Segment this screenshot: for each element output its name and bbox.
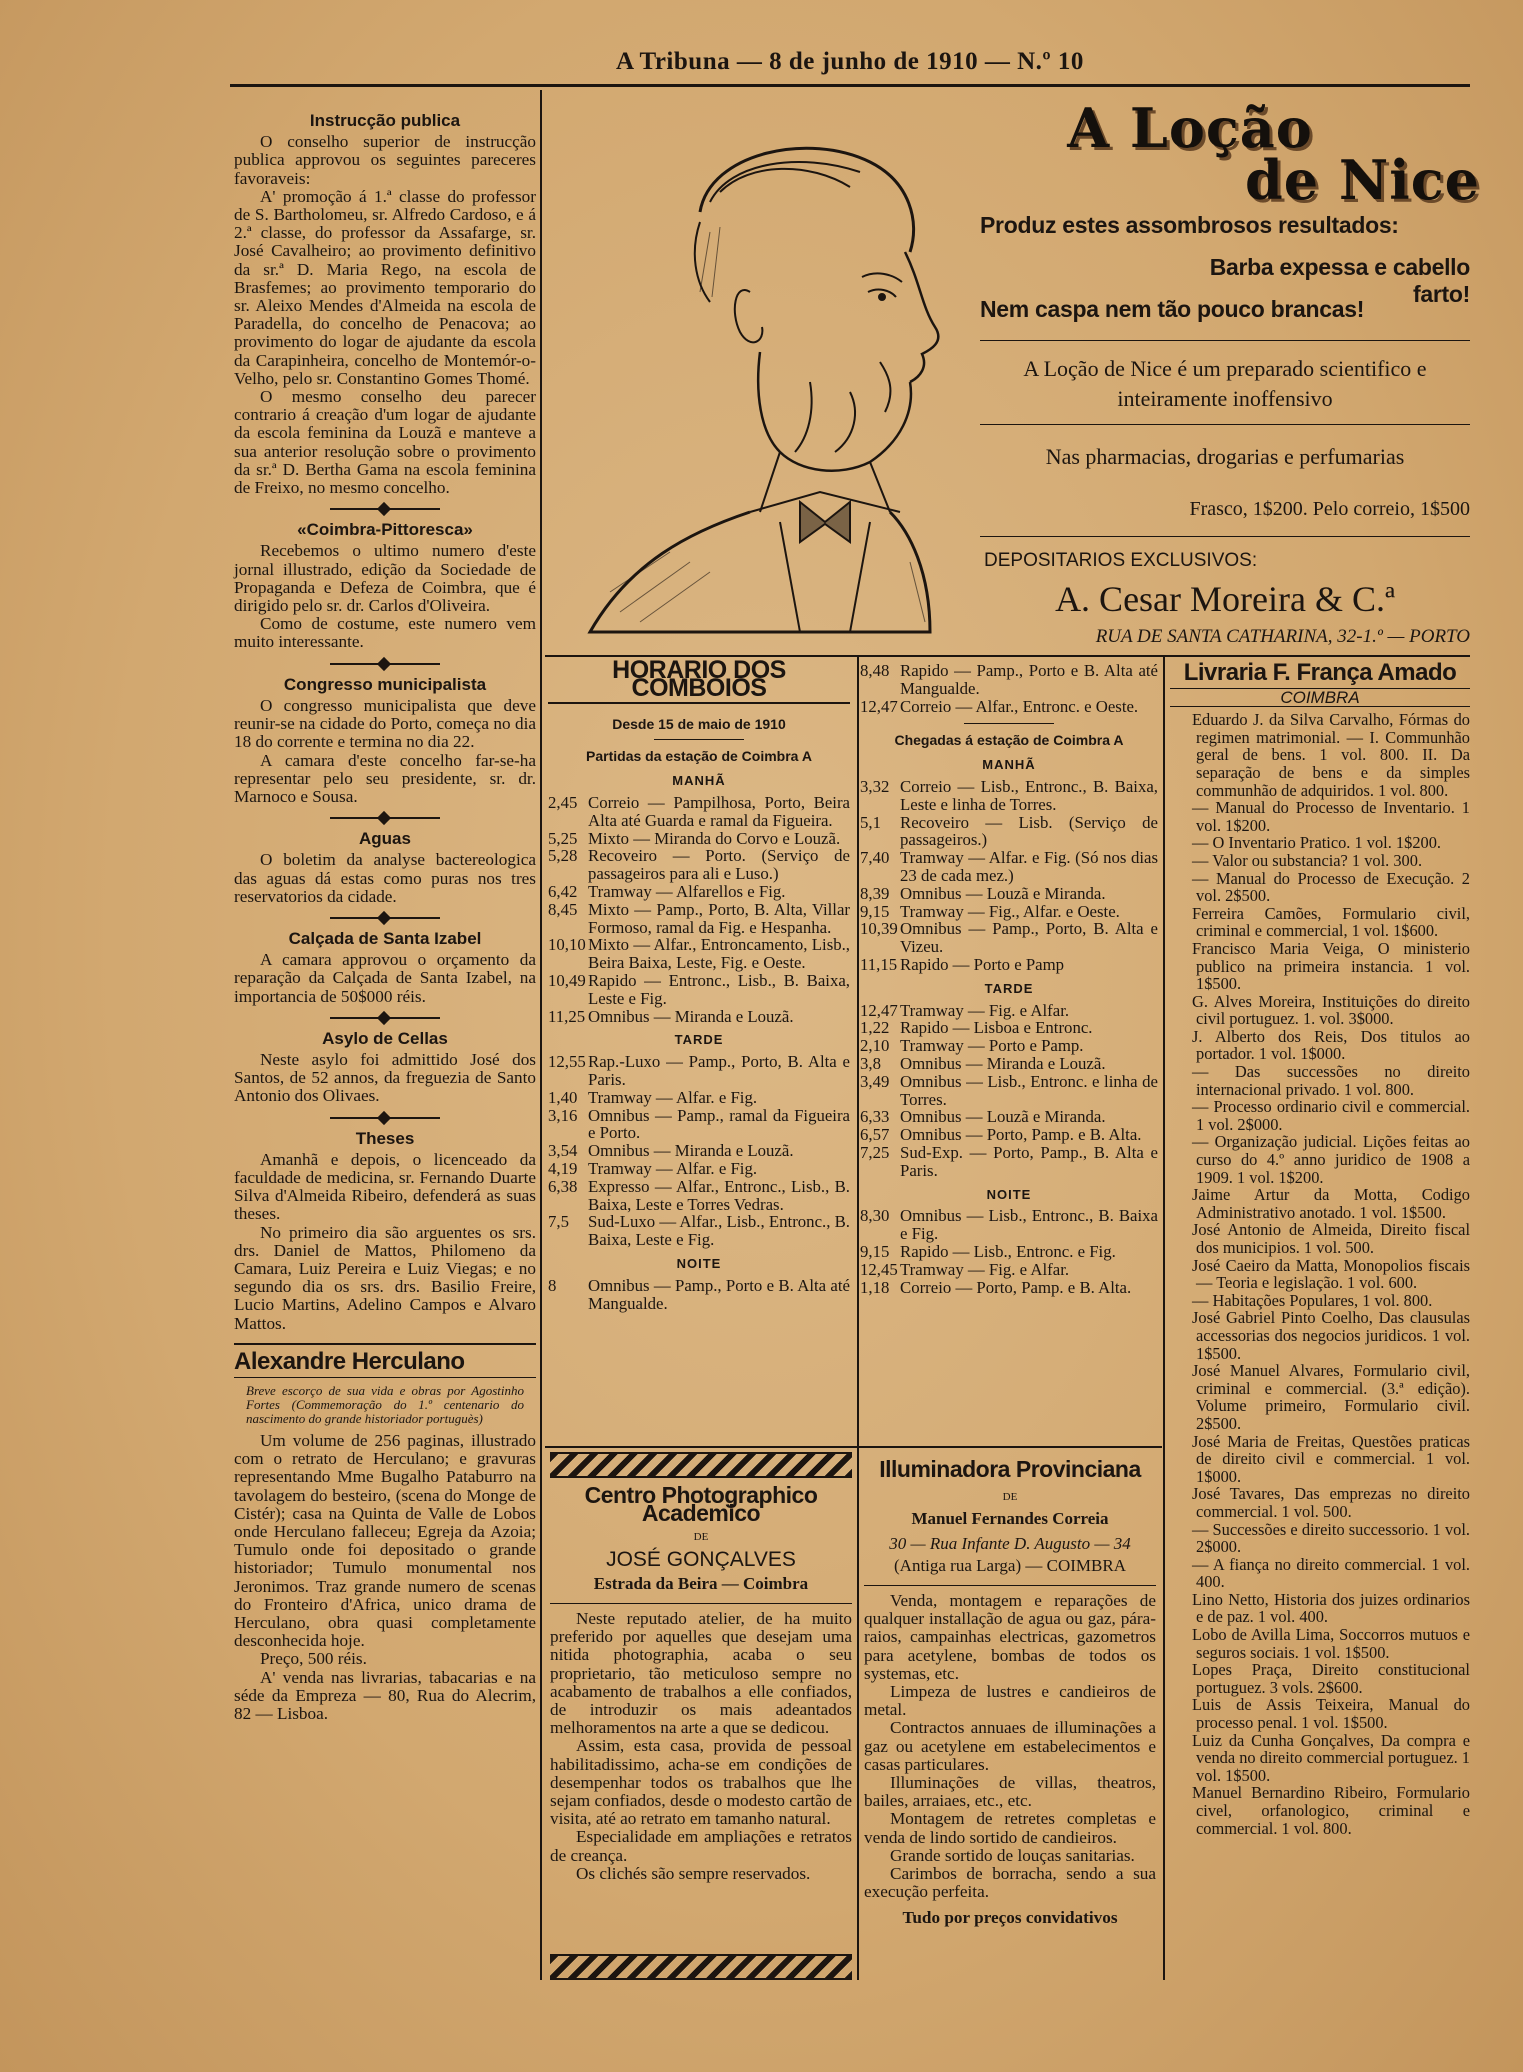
- train-description: Tramway — Alfarellos e Fig.: [588, 881, 786, 901]
- train-description: Recoveiro — Porto. (Serviço de passageiros para ali e Luso.): [588, 846, 850, 884]
- train-time: 10,49: [548, 970, 586, 990]
- paragraph: Amanhã e depois, o licenceado da faculdade de medicina, sr. Fernando Duarte Silva d'Almeida Ribeiro, defenderá as suas theses.: [234, 1149, 536, 1224]
- train-time: 10,39: [860, 919, 898, 939]
- train-description: Rapido — Porto e Pamp: [900, 954, 1065, 974]
- train-description: Tramway — Porto e Pamp.: [900, 1036, 1084, 1056]
- period-label: NOITE: [676, 1255, 722, 1271]
- train-description: Tramway — Alfar. e Fig. (Só nos dias 23 de cada mez.): [900, 848, 1158, 885]
- paragraph: Carimbos de borracha, sendo a sua execução perfeita.: [864, 1864, 1156, 1902]
- train-time: 1,18: [860, 1277, 890, 1297]
- paragraph: O conselho superior de instrucção publica approvou os seguintes pareceres favoraveis:: [234, 132, 536, 188]
- paragraph: Recebemos o ultimo numero d'este jornal illustrado, edição da Sociedade de Propaganda e Defeza de Coimbra, que é dirigido pelo sr. dr. Carlos d'Oliveira.: [234, 541, 536, 616]
- timetable-subtitle: Partidas da estação de Coimbra A: [586, 748, 812, 765]
- period-label: TARDE: [674, 1032, 724, 1048]
- train-description: Tramway — Fig. e Alfar.: [900, 1259, 1070, 1279]
- ad-title: de Nice: [1244, 148, 1480, 212]
- train-description: Omnibus — Miranda e Louzã.: [900, 1053, 1106, 1073]
- ad-text: Barba expessa e cabello farto!: [1209, 254, 1470, 307]
- section-title: Asylo de Cellas: [322, 1028, 448, 1048]
- book-entry: — A fiança no direito commercial. 1 vol. 400.: [1192, 1554, 1470, 1592]
- timetable-row: [548, 1213, 850, 1249]
- train-description: Omnibus — Lisb., Entronc. e linha de Torres.: [900, 1071, 1158, 1109]
- page-header: A Tribuna — 8 de junho de 1910 — N.º 10: [616, 48, 1084, 75]
- ad-text: A Loção de Nice é um preparado scientifico e: [1023, 356, 1427, 381]
- timetable-row: [548, 830, 850, 848]
- train-description: Tramway — Alfar. e Fig.: [588, 1158, 758, 1178]
- book-entry: — Manual do Processo de Inventario. 1 vol. 1$200.: [1192, 798, 1470, 835]
- book-entry: José Antonio de Almeida, Direito fiscal dos municipios. 1 vol. 500.: [1192, 1220, 1470, 1257]
- ad-text: DEPOSITARIOS EXCLUSIVOS:: [984, 550, 1258, 571]
- book-entry: José Gabriel Pinto Coelho, Das clausulas accessorias dos negocios juridicos. 1 vol. 1$500.: [1192, 1308, 1470, 1363]
- train-time: 1,22: [860, 1018, 890, 1038]
- ad-title: Livraria F. França Amado: [1183, 659, 1457, 686]
- train-description: Omnibus — Pamp., Porto e B. Alta até Mangualde.: [588, 1275, 850, 1313]
- section-rule: [234, 1343, 536, 1345]
- portrait-illustration: [550, 92, 970, 652]
- train-description: Correio — Porto, Pamp. e B. Alta.: [900, 1277, 1132, 1297]
- train-time: 12,55: [548, 1052, 586, 1072]
- divider: [964, 723, 1054, 724]
- paragraph: Os clichés são sempre reservados.: [576, 1863, 811, 1883]
- timetable-row: [548, 794, 850, 830]
- ad-city: COIMBRA: [1170, 688, 1470, 708]
- ad-de: DE: [1002, 1491, 1018, 1504]
- paragraph: A' promoção á 1.ª classe do professor de S. Bartholomeu, sr. Alfredo Cardoso, e á 2.ª classe, do professor da Assafarge, sr. José Cavalheiro; ao provimento definitivo da sr.ª D. Maria Rego, na escola de Brasfemes; ao provimento temporario do sr. Aleixo Mendes d'Almeida na escola de Paradella, do concelho de Penacova; ao provimento do logar de ajudante da escola da Carapinheira, concelho de Montemór-o-Velho, pelo sr. Constantino Gomes Thomé.: [234, 186, 536, 388]
- timetable-row: [548, 1178, 850, 1214]
- train-description: Tramway — Alfar. e Fig.: [588, 1087, 758, 1107]
- train-description: Correio — Pampilhosa, Porto, Beira Alta até Guarda e ramal da Figueira.: [588, 792, 850, 830]
- timetable-row: [548, 1089, 850, 1107]
- train-time: 5,28: [548, 846, 578, 866]
- train-description: Expresso — Alfar., Entronc., Lisb., B. Baixa, Leste e Torres Vedras.: [588, 1176, 850, 1214]
- ad-title: Illuminadora Provinciana: [879, 1456, 1141, 1482]
- book-list: [1170, 711, 1470, 1837]
- ad-name: Manuel Fernandes Correia: [911, 1509, 1109, 1529]
- section-rule: [545, 1446, 1162, 1448]
- train-time: 8,39: [860, 883, 890, 903]
- book-entry: — Manual do Processo de Execução. 2 vol. 2$500.: [1192, 868, 1470, 906]
- timetable-title: HORARIO DOS COMBOIOS: [548, 662, 850, 704]
- train-description: Omnibus — Porto, Pamp. e B. Alta.: [900, 1125, 1142, 1145]
- book-entry: G. Alves Moreira, Instituições do direito civil portuguez. 1. vol. 3$000.: [1192, 991, 1470, 1029]
- book-entry: Luiz da Cunha Gonçalves, Da compra e venda no direito commercial portuguez. 1 vol. 1$500.: [1192, 1730, 1470, 1785]
- timetable-list: [860, 662, 1158, 715]
- paragraph: O congresso municipalista que deve reunir-se na cidade do Porto, começa no dia 18 do corrente e termina no dia 22.: [234, 695, 536, 752]
- train-time: 6,42: [548, 881, 578, 901]
- book-entry: Lobo de Avilla Lima, Soccorros mutuos e seguros sociais. 1 vol. 1$500.: [1192, 1625, 1470, 1662]
- timetable-row: [860, 885, 1158, 903]
- timetable-date: Desde 15 de maio de 1910: [612, 715, 786, 732]
- decorative-border: [550, 1452, 852, 1478]
- column-rule: [857, 655, 859, 1980]
- ad-text: Frasco, 1$200. Pelo correio, 1$500: [1189, 498, 1470, 520]
- ad-title: Centro Photographico Academico: [584, 1482, 818, 1527]
- section-rule: [234, 1377, 536, 1378]
- paragraph: O mesmo conselho deu parecer contrario á creação d'um logar de ajudante da escola feminina da Louzã e manteve a sua anterior resolução sobre o provimento da sr.ª D. Bertha Gama na escola feminina de Freixo, no mesmo concelho.: [234, 387, 536, 498]
- timetable-row: [860, 1002, 1158, 1020]
- train-time: 2,10: [860, 1036, 890, 1056]
- paragraph: A camara d'este concelho far-se-ha representar pelo seu presidente, sr. dr. Marnoco e Sousa.: [234, 750, 536, 806]
- book-entry: — Organização judicial. Lições feitas ao curso do 4.º anno juridico de 1908 a 1909. 1 vol. 1$200.: [1192, 1132, 1470, 1187]
- timetable-list: [548, 1277, 850, 1313]
- timetable-row: [860, 1144, 1158, 1180]
- train-time: 3,49: [860, 1071, 890, 1091]
- timetable-row: [860, 1037, 1158, 1055]
- book-entry: Francisco Maria Veiga, O ministerio publico na primeira instancia. 1 vol. 1$500.: [1192, 938, 1470, 994]
- section-title: Calçada de Santa Izabel: [288, 928, 482, 948]
- paragraph: Especialidade em ampliações e retratos de creança.: [550, 1827, 852, 1865]
- timetable-row: [548, 972, 850, 1008]
- timetable-row: [860, 1019, 1158, 1037]
- train-time: 5,1: [860, 812, 881, 832]
- ad-address: Estrada da Beira — Coimbra: [593, 1573, 809, 1593]
- ad-address: (Antiga rua Larga) — COIMBRA: [894, 1555, 1126, 1575]
- train-time: 10,10: [548, 935, 586, 955]
- timetable-row: [860, 1261, 1158, 1279]
- paragraph: Illuminações de villas, theatros, bailes, arraiaes, etc., etc.: [864, 1773, 1156, 1811]
- train-time: 6,38: [548, 1176, 578, 1196]
- train-description: Omnibus — Pamp., ramal da Figueira e Porto.: [588, 1105, 850, 1143]
- train-time: 7,5: [548, 1212, 569, 1232]
- train-time: 12,47: [860, 1000, 898, 1020]
- train-description: Correio — Alfar., Entronc. e Oeste.: [900, 696, 1139, 716]
- paragraph: Neste reputado atelier, de ha muito preferido por aquelles que desejam uma nitida photographia, acaba o seu proprietario, tão meticuloso sempre no acabamento de trabalhos a elle confiados, de introduzir os mais adeantados melhoramentos na arte a que se dedicou.: [550, 1609, 852, 1738]
- ad-name: JOSÉ GONÇALVES: [606, 1547, 796, 1571]
- train-time: 5,25: [548, 828, 578, 848]
- timetable-row: [860, 814, 1158, 850]
- ad-company: A. Cesar Moreira & C.ª: [1055, 579, 1395, 619]
- paragraph: Como de costume, este numero vem muito interessante.: [234, 614, 536, 652]
- train-time: 3,8: [860, 1053, 881, 1073]
- ad-rule: [980, 340, 1470, 341]
- train-time: 11,25: [548, 1006, 586, 1026]
- train-time: 8: [548, 1275, 557, 1295]
- ad-text: Produz estes assombrosos resultados:: [980, 212, 1399, 238]
- train-time: 11,15: [860, 954, 898, 974]
- train-description: Tramway — Fig., Alfar. e Oeste.: [900, 901, 1120, 921]
- train-description: Correio — Lisb., Entronc., B. Baixa, Leste e linha de Torres.: [900, 776, 1158, 814]
- book-entry: — O Inventario Pratico. 1 vol. 1$200.: [1192, 833, 1442, 853]
- train-description: Rapido — Lisb., Entronc. e Fig.: [900, 1241, 1116, 1261]
- ad-address: RUA DE SANTA CATHARINA, 32-1.º — PORTO: [1095, 626, 1470, 647]
- ad-rule: [980, 536, 1470, 537]
- train-time: 9,15: [860, 901, 890, 921]
- train-time: 8,30: [860, 1206, 890, 1226]
- train-time: 3,32: [860, 776, 890, 796]
- period-label: MANHÃ: [982, 757, 1036, 773]
- photo-ad: [550, 1482, 852, 1883]
- train-time: 8,48: [860, 661, 890, 680]
- timetable-row: [548, 901, 850, 937]
- section-title: Alexandre Herculano: [234, 1347, 465, 1375]
- book-entry: José Manuel Alvares, Formulario civil, criminal e commercial. (3.ª edição). Volume primeiro, Formulario civil. 2$500.: [1192, 1361, 1470, 1433]
- train-description: Recoveiro — Lisb. (Serviço de passageiros.): [900, 812, 1158, 850]
- timetable-list: [860, 778, 1158, 974]
- train-description: Omnibus — Lisb., Entronc., B. Baixa e Fig.: [900, 1206, 1158, 1244]
- book-entry: — Processo ordinario civil e commercial. 1 vol. 2$000.: [1192, 1097, 1470, 1134]
- timetable-row: [860, 920, 1158, 956]
- decorative-border: [550, 1954, 852, 1980]
- ornament-divider: [330, 1012, 440, 1024]
- train-description: Tramway — Fig. e Alfar.: [900, 1000, 1070, 1020]
- train-description: Mixto — Pamp., Porto, B. Alta, Villar Formoso, ramal da Fig. e Hespanha.: [588, 899, 850, 937]
- ornament-divider: [330, 812, 440, 824]
- train-time: 1,40: [548, 1087, 578, 1107]
- timetable-row: [548, 1008, 850, 1026]
- paragraph: Limpeza de lustres e candieiros de metal.: [864, 1682, 1156, 1720]
- column-rule: [1163, 655, 1165, 1980]
- paragraph: A' venda nas livrarias, tabacarias e na séde da Empreza — 80, Rua do Alecrim, 82 — Lisboa.: [234, 1667, 536, 1724]
- subtitle: Breve escorço de sua vida e obras por Agostinho Fortes (Commemoração do 1.º centenario do nascimento do grande historiador portuguès): [246, 1382, 524, 1426]
- header-rule: [230, 84, 1470, 87]
- paragraph: Preço, 500 réis.: [260, 1649, 367, 1669]
- timetable-row: [860, 1073, 1158, 1109]
- book-entry: — Das successões no direito internacional privado. 1 vol. 800.: [1192, 1062, 1470, 1099]
- book-entry: Manuel Bernardino Ribeiro, Formulario civel, orfanologico, criminal e commercial. 1 vol. 800.: [1192, 1783, 1470, 1838]
- ornament-divider: [330, 1112, 440, 1124]
- illum-ad: [864, 1456, 1156, 1928]
- timetable-row: [548, 883, 850, 901]
- train-time: 12,47: [860, 696, 898, 716]
- timetable-row: [860, 1108, 1158, 1126]
- book-entry: J. Alberto dos Reis, Dos titulos ao portador. 1 vol. 1$000.: [1192, 1026, 1470, 1064]
- ad-slogan: Tudo por preços convidativos: [902, 1908, 1118, 1928]
- book-entry: José Maria de Freitas, Questões praticas de direito civil e commercial. 1 vol. 1$000.: [1192, 1431, 1470, 1486]
- train-description: Rapido — Entronc., Lisb., B. Baixa, Leste e Fig.: [588, 970, 850, 1008]
- train-time: 12,45: [860, 1259, 898, 1279]
- section-title: Theses: [355, 1128, 415, 1148]
- timetable-list: [860, 1207, 1158, 1296]
- timetable-row: [860, 662, 1158, 698]
- paragraph: Montagem de retretes completas e venda de lindo sortido de candieiros.: [864, 1809, 1156, 1847]
- section-title: Instrucção publica: [309, 111, 461, 130]
- book-entry: Eduardo J. da Silva Carvalho, Fórmas do regimen matrimonial. — I. Communhão geral de bens. 1 vol. 800. II. Da separação de bens e da simples communhão de adquiridos. 1 vol. 800.: [1192, 710, 1470, 800]
- timetable-row: [860, 1126, 1158, 1144]
- section-title: «Coimbra-Pittoresca»: [297, 520, 473, 540]
- ad-rule: [980, 424, 1470, 425]
- train-description: Mixto — Miranda do Corvo e Louzã.: [588, 828, 841, 848]
- timetable-row: [860, 849, 1158, 885]
- train-description: Omnibus — Louzã e Miranda.: [900, 1107, 1106, 1127]
- ad-title: A Loção: [1067, 96, 1313, 160]
- train-time: 3,16: [548, 1105, 578, 1125]
- train-time: 9,15: [860, 1241, 890, 1261]
- book-entry: — Habitações Populares, 1 vol. 800.: [1192, 1290, 1433, 1310]
- ad-address: 30 — Rua Infante D. Augusto — 34: [889, 1533, 1131, 1553]
- paragraph: A camara approvou o orçamento da reparação da Calçada de Santa Izabel, na importancia de 50$000 réis.: [234, 950, 536, 1006]
- timetable-row: [548, 847, 850, 883]
- timetable-row: [860, 698, 1158, 716]
- book-entry: José Caeiro da Matta, Monopolios fiscais — Teoria e legislação. 1 vol. 600.: [1192, 1255, 1470, 1293]
- timetable-arrivals: [860, 662, 1158, 1296]
- train-description: Sud-Exp. — Porto, Pamp., B. Alta e Paris.: [900, 1142, 1158, 1180]
- timetable-row: [548, 1142, 850, 1160]
- period-label: NOITE: [986, 1186, 1032, 1202]
- column-rule: [540, 90, 542, 1980]
- paragraph: Contractos annuaes de illuminações a gaz ou acetylene em estabelecimentos e casas particulares.: [864, 1718, 1156, 1774]
- book-entry: Lino Netto, Historia dos juizes ordinarios e de paz. 1 vol. 400.: [1192, 1589, 1470, 1627]
- timetable-row: [548, 1107, 850, 1143]
- book-entry: Ferreira Camões, Formulario civil, criminal e commercial, 1 vol. 1$600.: [1192, 903, 1470, 941]
- ad-de: DE: [693, 1531, 709, 1544]
- book-entry: — Successões e direito successorio. 1 vol. 2$000.: [1192, 1519, 1470, 1557]
- book-entry: Jaime Artur da Motta, Codigo Administrativo anotado. 1 vol. 1$500.: [1192, 1185, 1470, 1222]
- section-title: Aguas: [359, 829, 411, 849]
- train-time: 6,57: [860, 1125, 890, 1145]
- ornament-divider: [330, 912, 440, 924]
- ad-text: Nas pharmacias, drogarias e perfumarias: [1045, 444, 1405, 469]
- divider: [550, 1603, 852, 1604]
- book-entry: Luis de Assis Teixeira, Manual do processo penal. 1 vol. 1$500.: [1192, 1695, 1470, 1733]
- section-title: Congresso municipalista: [283, 674, 487, 694]
- ad-text: inteiramente inoffensivo: [1117, 386, 1333, 411]
- book-entry: José Tavares, Das emprezas no direito commercial. 1 vol. 500.: [1192, 1484, 1470, 1521]
- train-time: 2,45: [548, 792, 578, 812]
- train-description: Omnibus — Miranda e Louzã.: [588, 1006, 794, 1026]
- train-time: 8,45: [548, 899, 578, 919]
- timetable-departures: [548, 656, 850, 1313]
- timetable-row: [548, 936, 850, 972]
- divider: [864, 1585, 1156, 1586]
- timetable-row: [860, 1207, 1158, 1243]
- train-description: Rapido — Pamp., Porto e B. Alta até Mangualde.: [900, 661, 1158, 698]
- timetable-row: [860, 778, 1158, 814]
- train-time: 6,33: [860, 1107, 890, 1127]
- train-description: Rapido — Lisboa e Entronc.: [900, 1018, 1093, 1038]
- paragraph: Venda, montagem e reparações de qualquer installação de agua ou gaz, pára-raios, campainhas electricas, gazometros para acetylene, bombas de todos os systemas, etc.: [864, 1591, 1156, 1683]
- train-description: Sud-Luxo — Alfar., Lisb., Entronc., B. Baixa, Leste e Fig.: [588, 1212, 850, 1250]
- book-entry: Lopes Praça, Direito constitucional portuguez. 3 vols. 2$600.: [1192, 1660, 1470, 1697]
- timetable-row: [860, 1279, 1158, 1297]
- timetable-list: [548, 1053, 850, 1249]
- period-label: TARDE: [984, 980, 1034, 996]
- livraria-ad: [1170, 659, 1470, 1838]
- period-label: MANHÃ: [672, 773, 726, 789]
- book-entry: — Valor ou substancia? 1 vol. 300.: [1192, 850, 1423, 870]
- ornament-divider: [330, 658, 440, 670]
- timetable-list: [860, 1002, 1158, 1180]
- paragraph: O boletim da analyse bactereologica das aguas dá estas como puras nos tres reservatorios da cidade.: [234, 850, 536, 906]
- train-description: Omnibus — Pamp., Porto, B. Alta e Vizeu.: [900, 919, 1158, 957]
- timetable-row: [860, 1055, 1158, 1073]
- timetable-row: [548, 1160, 850, 1178]
- train-description: Omnibus — Louzã e Miranda.: [900, 883, 1106, 903]
- paragraph: Um volume de 256 paginas, illustrado com o retrato de Herculano; e gravuras representando Mme Bugalho Pataburro na tavolagem do besteiro, (scena do Monge de Cistér); casa na Quinta de Valle de Lobos onde Herculano falleceu; Egreja da Azoia; Tumulo onde foi depositado o grande historiador; Tumulo monumental nos Jeronimos. Traz grande numero de scenas do Fronteiro d'Africa, unico drama de Herculano, obra quasi completamente desconhecida hoje.: [234, 1430, 536, 1651]
- paragraph: Grande sortido de louças sanitarias.: [890, 1845, 1135, 1865]
- ad-text: Nem caspa nem tão pouco brancas!: [980, 296, 1365, 322]
- ornament-divider: [330, 503, 440, 515]
- timetable-list: [548, 794, 850, 1025]
- train-time: 3,54: [548, 1141, 578, 1161]
- paragraph: Assim, esta casa, provida de pessoal habilitadissimo, acha-se em condições de desempenhar todos os trabalhos que lhe sejam confiados, desde o modesto cartão de visita, até ao retrato em tamanho natural.: [550, 1736, 852, 1829]
- train-description: Omnibus — Miranda e Louzã.: [588, 1141, 794, 1161]
- timetable-row: [860, 903, 1158, 921]
- divider: [654, 739, 744, 740]
- timetable-row: [860, 1243, 1158, 1261]
- train-time: 7,25: [860, 1142, 890, 1162]
- paragraph: No primeiro dia são arguentes os srs. drs. Daniel de Mattos, Philomeno da Camara, Luiz Pereira e Luiz Viegas; e no segundo dia os srs. drs. Basilio Freire, Lucio Martins, Adelino Campos e Alvaro Mattos.: [234, 1222, 536, 1333]
- train-time: 4,19: [548, 1158, 578, 1178]
- timetable-row: [548, 1277, 850, 1313]
- paragraph: Neste asylo foi admittido José dos Santos, de 52 annos, da freguezia de Santo Antonio dos Olivaes.: [234, 1049, 536, 1106]
- timetable-subtitle: Chegadas á estação de Coimbra A: [894, 732, 1124, 749]
- news-column: [234, 108, 536, 1723]
- timetable-row: [548, 1053, 850, 1089]
- train-time: 7,40: [860, 848, 890, 868]
- timetable-row: [860, 956, 1158, 974]
- train-description: Mixto — Alfar., Entroncamento, Lisb., Beira Baixa, Leste, Fig. e Oeste.: [588, 935, 850, 973]
- train-description: Rap.-Luxo — Pamp., Porto, B. Alta e Paris.: [588, 1052, 850, 1089]
